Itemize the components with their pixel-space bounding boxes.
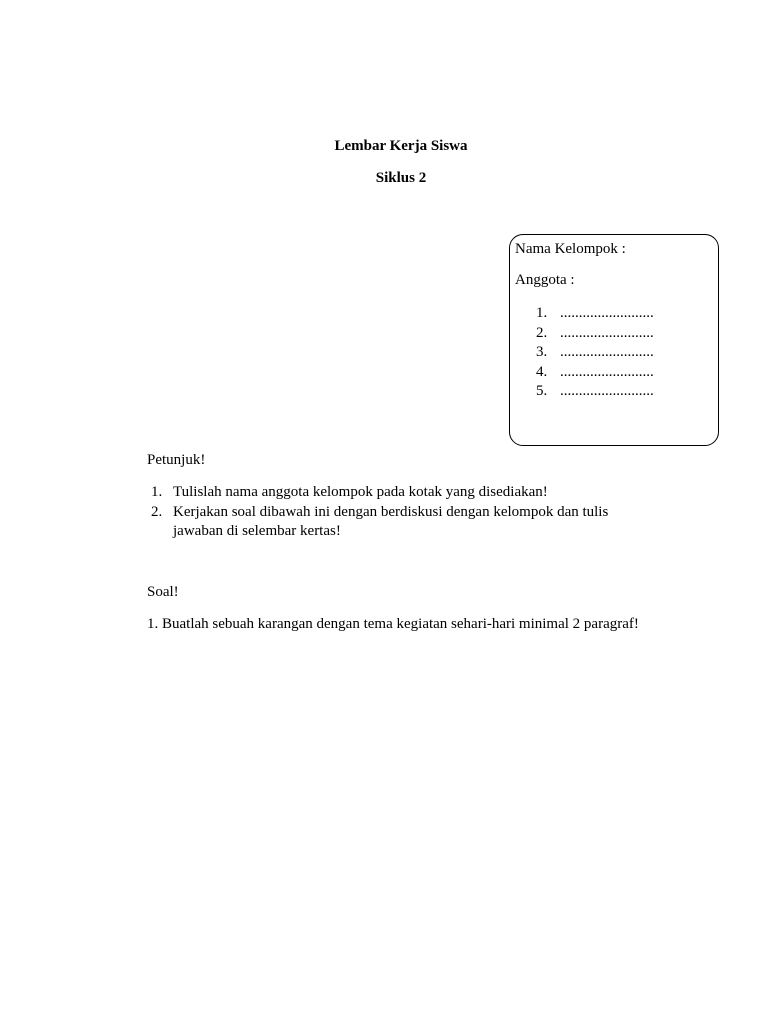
member-blank: ......................... — [560, 324, 654, 341]
member-number: 5. — [536, 383, 548, 399]
instruction-item — [147, 483, 687, 503]
member-number: 3. — [536, 344, 548, 360]
member-line — [536, 382, 654, 402]
member-blank: ......................... — [560, 363, 654, 380]
question-item: 1. Buatlah sebuah karangan dengan tema kegiatan sehari-hari minimal 2 paragraf! — [147, 616, 639, 632]
instruction-number: 1. — [151, 484, 163, 500]
instruction-text: Kerjakan soal dibawah ini dengan berdiskusi dengan kelompok dan tulis jawaban di selembar kertas! — [173, 503, 609, 539]
members-label: Anggota : — [515, 272, 575, 288]
member-line — [536, 304, 654, 324]
instruction-item — [147, 503, 687, 542]
instructions-title: Petunjuk! — [147, 452, 206, 468]
member-blank: ......................... — [560, 383, 654, 399]
question-title: Soal! — [147, 584, 179, 600]
member-number: 2. — [536, 324, 548, 341]
instructions-list — [147, 483, 687, 542]
member-line — [536, 343, 654, 363]
page-title: Lembar Kerja Siswa — [334, 138, 468, 154]
member-blank: ......................... — [560, 305, 654, 321]
instruction-number: 2. — [151, 503, 163, 520]
group-name-label: Nama Kelompok : — [515, 241, 626, 257]
member-number: 1. — [536, 305, 548, 321]
instruction-text: Tulislah nama anggota kelompok pada kotak yang disediakan! — [173, 484, 548, 500]
page-subtitle: Siklus 2 — [375, 170, 427, 186]
group-info-box — [509, 234, 719, 446]
members-list — [536, 304, 654, 402]
member-line — [536, 324, 654, 344]
member-number: 4. — [536, 363, 548, 380]
member-line — [536, 363, 654, 383]
member-blank: ......................... — [560, 344, 654, 360]
